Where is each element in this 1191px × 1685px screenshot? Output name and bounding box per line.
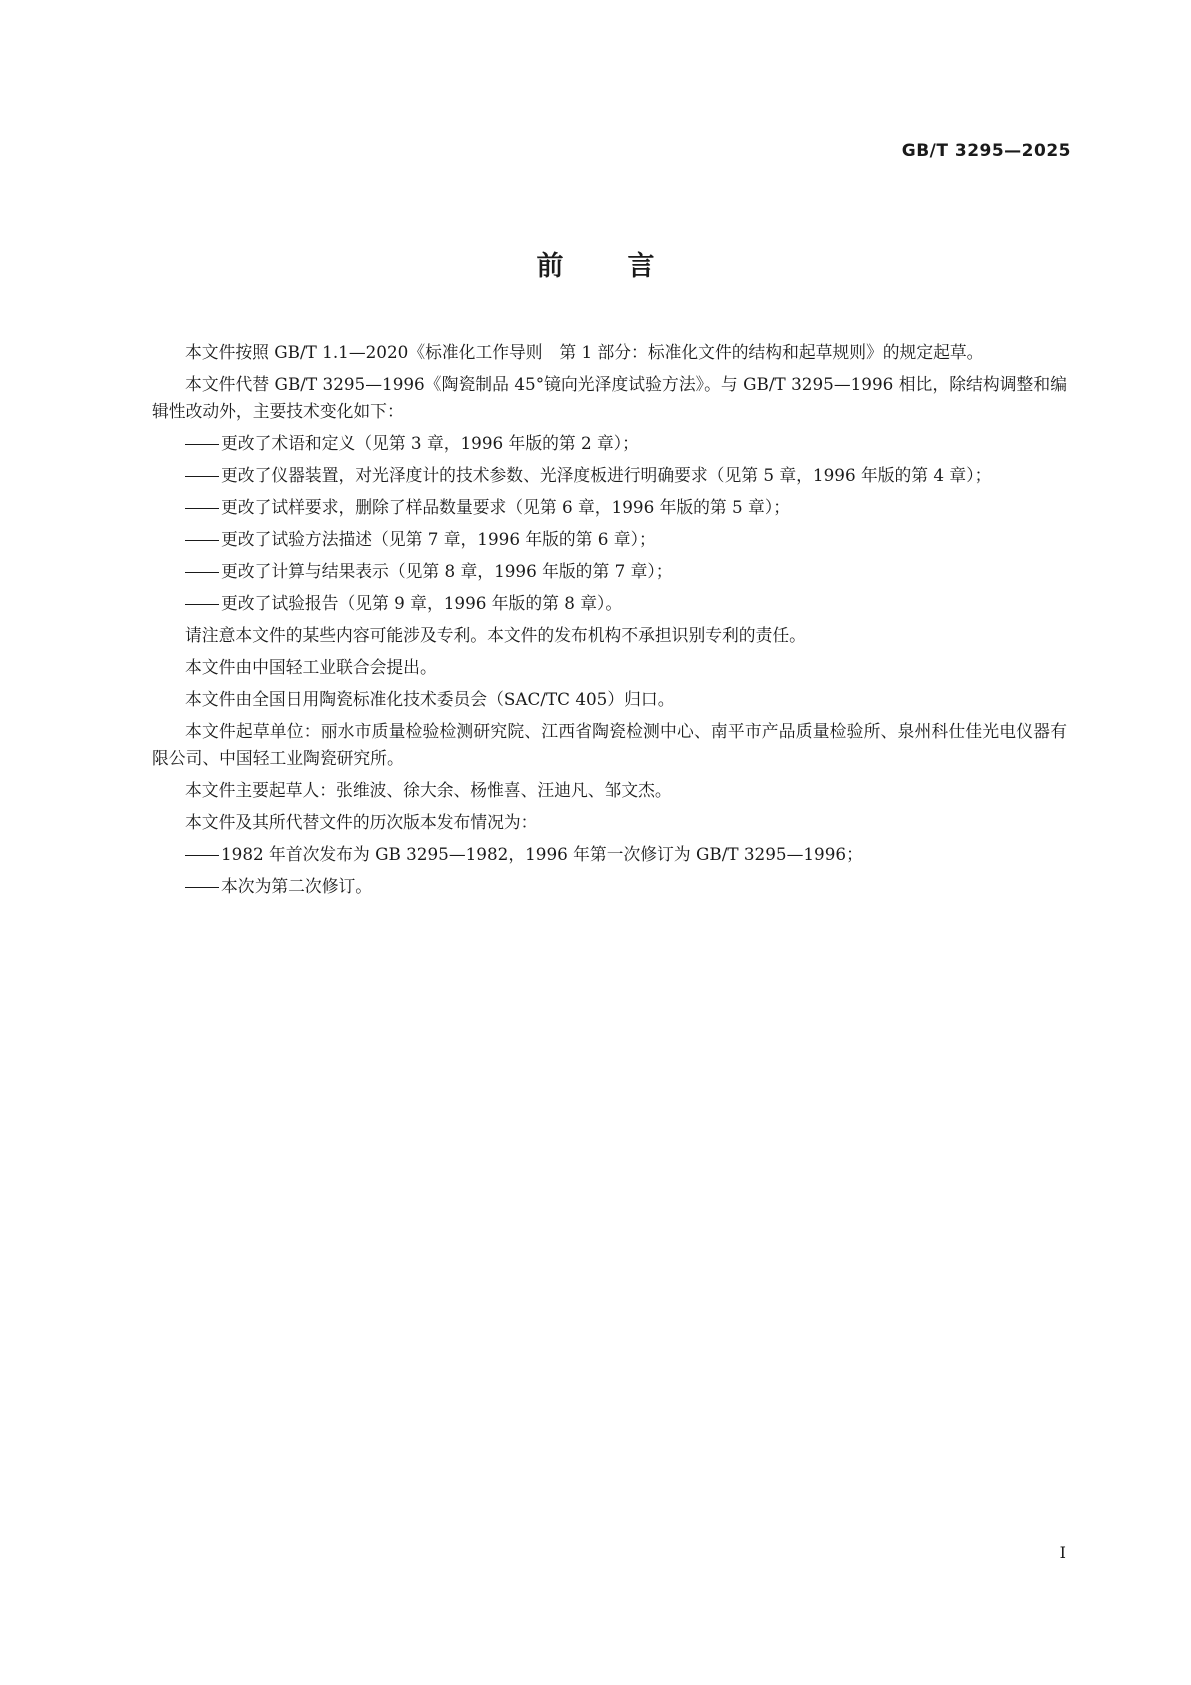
- list-item: [152, 841, 1067, 868]
- list-item-text: 更改了术语和定义（见第 3 章，1996 年版的第 2 章）；: [221, 433, 639, 453]
- paragraph-text: 本文件由中国轻工业联合会提出。: [185, 657, 437, 677]
- list-item: [152, 462, 1067, 489]
- document-body: [152, 339, 1067, 905]
- page-title: 前言: [536, 251, 719, 282]
- list-item: [152, 526, 1067, 553]
- paragraph: [152, 339, 1067, 366]
- paragraph: [152, 809, 1067, 836]
- list-item: [152, 494, 1067, 521]
- dash-bullet: [185, 444, 219, 445]
- list-item: [152, 590, 1067, 617]
- paragraph-text: 本文件按照 GB/T 1.1—2020《标准化工作导则 第 1 部分：标准化文件的结构和起草规则》的规定起草。: [185, 342, 984, 362]
- dash-bullet: [185, 572, 219, 573]
- page-number: I: [1059, 1543, 1066, 1562]
- list-item-text: 更改了计算与结果表示（见第 8 章，1996 年版的第 7 章）；: [221, 561, 673, 581]
- paragraph-text: 请注意本文件的某些内容可能涉及专利。本文件的发布机构不承担识别专利的责任。: [185, 625, 806, 645]
- list-item-text: 更改了试验方法描述（见第 7 章，1996 年版的第 6 章）；: [221, 529, 656, 549]
- list-item-text: 1982 年首次发布为 GB 3295—1982，1996 年第一次修订为 GB/T 3295—1996；: [221, 844, 863, 864]
- document-number: GB/T 3295—2025: [901, 141, 1071, 161]
- dash-bullet: [185, 540, 219, 541]
- dash-bullet: [185, 855, 219, 856]
- paragraph-text: 本文件主要起草人：张维波、徐大余、杨惟喜、汪迪凡、邹文杰。: [185, 780, 672, 800]
- paragraph-text: 本文件及其所代替文件的历次版本发布情况为：: [185, 812, 538, 832]
- dash-bullet: [185, 476, 219, 477]
- list-item: [152, 430, 1067, 457]
- list-item-text: 更改了仪器装置，对光泽度计的技术参数、光泽度板进行明确要求（见第 5 章，1996 年版的第 4 章）；: [221, 465, 992, 485]
- list-item-text: 本次为第二次修订。: [221, 876, 373, 896]
- paragraph: [152, 654, 1067, 681]
- paragraph: [152, 371, 1067, 425]
- paragraph: [152, 777, 1067, 804]
- paragraph: [152, 622, 1067, 649]
- list-item: [152, 873, 1067, 900]
- dash-bullet: [185, 887, 219, 888]
- dash-bullet: [185, 604, 219, 605]
- paragraph: [152, 686, 1067, 713]
- list-item: [152, 558, 1067, 585]
- paragraph: [152, 718, 1067, 772]
- paragraph-text: 本文件代替 GB/T 3295—1996《陶瓷制品 45°镜向光泽度试验方法》。与 GB/T 3295—1996 相比，除结构调整和编辑性改动外，主要技术变化如下：: [152, 374, 1067, 421]
- list-item-text: 更改了试样要求，删除了样品数量要求（见第 6 章，1996 年版的第 5 章）；: [221, 497, 790, 517]
- paragraph-text: 本文件起草单位：丽水市质量检验检测研究院、江西省陶瓷检测中心、南平市产品质量检验所、泉州科仕佳光电仪器有限公司、中国轻工业陶瓷研究所。: [152, 721, 1067, 768]
- paragraph-text: 本文件由全国日用陶瓷标准化技术委员会（SAC/TC 405）归口。: [185, 689, 675, 709]
- list-item-text: 更改了试验报告（见第 9 章，1996 年版的第 8 章）。: [221, 593, 623, 613]
- dash-bullet: [185, 508, 219, 509]
